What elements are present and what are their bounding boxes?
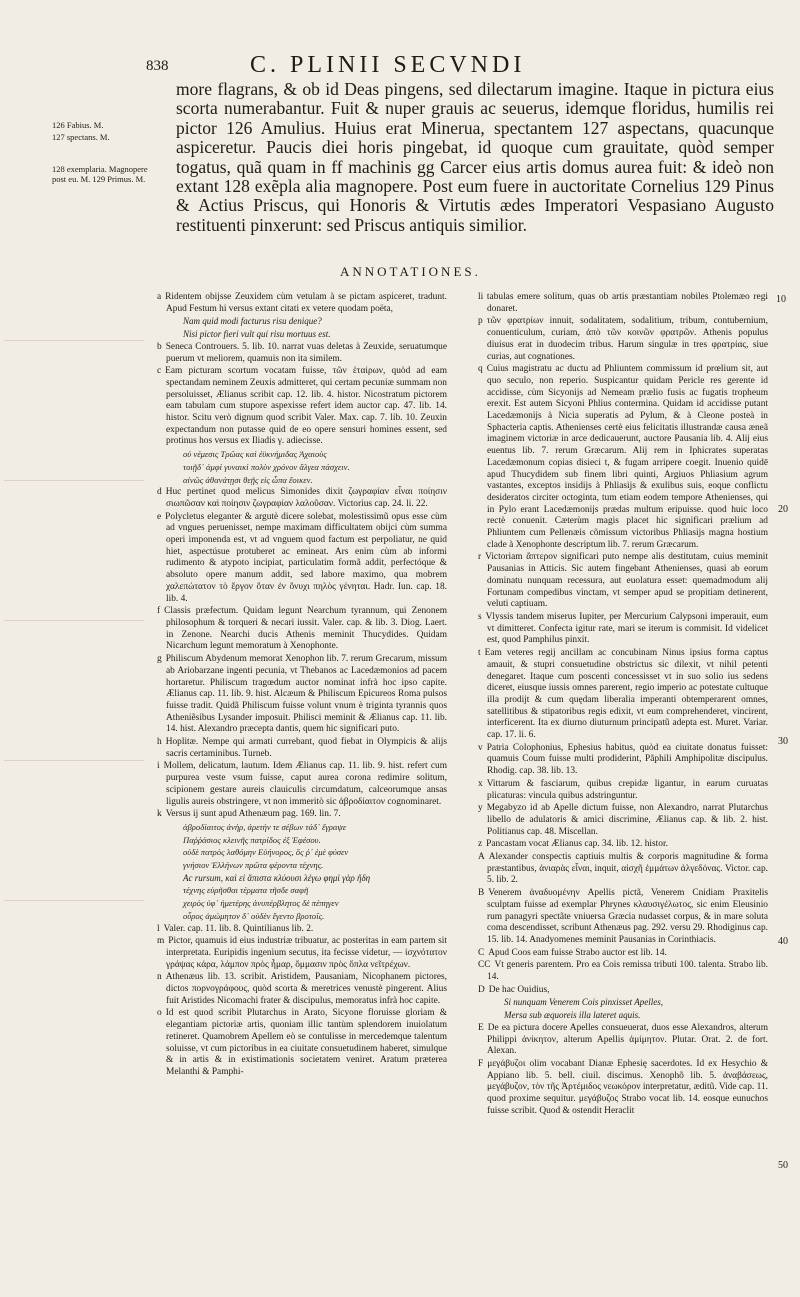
annotation-greek-verse: οὖρος ἀμώμητον δ᾽ οὐδὲν ἔγεντο βροτοῖς. [183,910,325,921]
annotation-text: Vt generis parentem. Pro ea Cois remissa tributi 100. talenta. Strabo lib. 14. [487,960,768,983]
annotation-key: E [478,1022,484,1033]
annotation-verse: Mersa sub æquoreis illa lateret aquis. [504,1010,641,1021]
annotation-note [157,487,447,510]
annotation-note [478,1023,768,1058]
annotation-verse: Nam quid modi facturus risu denique? [183,316,322,327]
running-head: C. PLINII SECVNDI [250,52,526,78]
annotation-text: De hac Ouidius, [488,984,550,995]
annotation-text: Victoriam ἄπτερον significari puto nempe alis destitutam, cuius meminit Pausanias in Atticis. Sic autem fingebant Athenienses, quasi ab eorum dominatu nunquam recessura, aut euolatura esset: quemadmodum alij Fortunam compedibus vinctam, vt semper apud se propitiam detinerent, veluti captiuam. [485,552,768,610]
annotation-key: CC [478,960,491,971]
show-through-line [4,340,144,341]
annotation-text: Apud Coos eam fuisse Strabo auctor est lib. 14. [488,947,667,958]
main-paragraph: more flagrans, & ob id Deas pingens, sed dilectarum imagine. Itaque in pictura eius scorta numerabantur. Fuit & nuper grauis ac seuerus, idemque floridus, humilis rei pictor 126 Amulius. Huius erat Minerua, spectantem 127 aspectans, quacunque aspiceretur. Paucis diei horis pingebat, id quoque cum grauitate, quòd semper togatus, quã quam in ff machinis gg Carcer eius artis domus aurea fuit: & ideò non extant 128 exẽpla alia magnopere. Post eum fuere in auctoritate Cornelius 129 Pinus & Actius Priscus, qui Honoris & Virtutis ædes Imperatori Vespasiano Augusto restituenti pinxerunt: sed Priscus antiquis similior. [176,79,774,235]
annotation-key: z [478,839,483,850]
annotation-note [157,606,447,653]
show-through-line [4,760,144,761]
annotation-greek-verse: τέχνης εὑρῆσθαι τέρματα τῆσδε σαφῆ [183,885,309,896]
annotations-right-column [478,292,768,1119]
annotation-note [157,512,447,606]
annotation-text: τῶν φρατρίων innuit, sodalitatem, sodalitium, tribum, contubernium, conuenticulum, curiam, ἀπὸ τῶν κοινῶν φρατρῶν. Athenis populus diuisus erat in duodecim tribus. Harum singulæ in tres φρατρίας, siue curias, aut cognationes. [486,316,768,362]
show-through-line [4,480,144,481]
margin-notes [52,120,158,206]
annotation-key: i [157,761,160,772]
annotation-key: t [478,648,481,659]
annotation-note [157,936,447,971]
annotation-note [478,612,768,647]
annotation-note [157,1008,447,1078]
annotation-greek-verse: Παῤῥάσιος κλεινῆς πατρίδος ἐξ Ἐφέσου. [183,834,321,845]
annotation-greek-verse: τοιῇδ᾽ ἀμφὶ γυναικὶ πολὺν χρόνον ἄλγεα πάσχειν. [183,461,350,472]
annotation-note [478,552,768,611]
annotation-key: n [157,972,162,983]
annotation-text: Id est quod scribit Plutarchus in Arato, Sicyone floruisse gloriam & elegantiam pictoriæ artis, quoniam illic tantùm splendorem inuiolatum retineret. Quamobrem Apellem eò se contulisse in mercedemque talentum soluisse, vt cum pictoribus in ea ciuitate consuetudinem haberet, simulque & in artis & in existimationis societatem veniret. Aratum præterea Melanthi & Pamphi- [165,1008,447,1077]
annotation-key: v [478,742,483,753]
annotation-note [157,809,447,821]
annotation-text: Mollem, delicatum, lautum. Idem Ælianus cap. 11. lib. 9. hist. refert cum purpurea veste vsum fuisse, caput aurea corona redimire solitum, scipionem gestare aureis clauiculis circumdatum, calceorumque ansas ligulis aureis obstringere, vt non immeritò sic ἁβροδίαιτον cognominaret. [163,761,447,807]
annotation-note [157,761,447,808]
annotation-key: a [157,292,162,302]
page-number: 838 [146,58,169,74]
annotation-note [478,743,768,778]
annotation-key: h [157,737,162,748]
annotation-note [157,924,447,936]
annotation-key: b [157,341,162,352]
line-number: 20 [778,504,788,515]
annotation-key: g [157,654,162,665]
annotation-note [478,948,768,960]
annotation-note [157,342,447,365]
annotation-note [478,648,768,742]
annotation-note [478,316,768,363]
annotations-left-column [157,292,447,1080]
annotation-key: F [478,1059,484,1069]
annotation-text: Pictor, quamuis id eius industriæ tribuatur, ac posteritas in eam partem sit interpretata. Euripidis ingenium secutus, ita fecisse videtur, — ἰσχνότατον γράψας κάρα, λάμπον πρὸς ἧμαρ, ὄμμασιν πρὸς ὅπλα νεῖτρέχων. [166,936,447,970]
annotation-key: y [478,803,483,814]
annotation-key: d [157,487,162,498]
annotation-note [157,366,447,448]
annotation-note [478,888,768,947]
annotation-note [478,779,768,802]
annotation-note [478,985,768,997]
annotation-note [157,292,447,315]
annotation-key: r [478,552,482,563]
annotation-note [157,972,447,1007]
annotation-text: Pancastam vocat Ælianus cap. 34. lib. 12. histor. [486,839,668,850]
annotation-key: e [157,511,162,522]
line-number: 30 [778,736,788,747]
annotation-text: De ea pictura docere Apelles consueuerat, duos esse Alexandros, alterum Philippi ἀνίκητον, alterum Apellis ἀμίμητον. Plutar. Orat. 2. de fort. Alexan. [487,1022,768,1057]
margin-note: 128 exemplaria. Magnopere post eu. M. 129 Primus. M. [52,164,148,184]
annotation-text: Classis præfectum. Quidam legunt Nearchum tyrannum, qui Zenonem philosophum & torqueri & necari iussit. Valer. cap. & lib. 3. Diog. Laert. in Zenone. Nearchi ducis Athenis meminit Thucydides. Quidam Nicarchum legunt memoratum à Xenophonte. [164,606,447,652]
annotation-key: x [478,778,483,789]
annotation-text: Cuius magistratu ac ductu ad Phliuntem commissum id prœlium sit, aut quo seculo, non reperio. Suspicantur quidam Pericle res gerente id accidisse, cùm Sicyonijs ad Nemeam prælio fusis ac fugatis tropheum erexit. Est autem Sicyoni Phlius contermina. Quidam id accidisse putant Lacedæmonijs à Nicia superatis ad Pylum, & à Cleone posteà in Sphacteria captis. Athenienses certè eius felicitatis illustrandæ causa æneã imaginem victoriæ in arce dedicauerunt, auctore Pausania lib. 4. Alij eius euentus lib. 7. rerum Græcarum. Alij rem in Iphicrates superatas Lacedæmonum copias disieci t, & fugam arripere coegit. Inuenio quidē apud Thucydidem sub finem libri quinti, Argiuos Phliasium agrum vastantes, exceptos insidijs à Phliasijs & exulibus suis, eoque conflictu desideratos circiter octoginta, tum etiam eodem tempore Athenienses, qui in Pylo erant Lacedæmonijs prædas multum eripuisse. quod huic loco rectè conuenit. Cæterùm magis placet hic significari prælium ad Phliuntem cum Pellenæis cõmissum victoribus Phliasijs magna hostium clade à Xenophonte descriptum lib. 7. rerum Græcarum. [486,364,768,550]
annotation-note [478,839,768,851]
annotation-text: Eam veteres regij ancillam ac concubinam Ninus ipsius forma captus amauit, & stupri consuetudine obstrictus sic dilexit, vt nihil petenti denegaret. Itaque cum poscenti concessisset vt in suo solio ius sedens diceret, eiusque iussis omnes parerent, regio imperio ac potestate cultuque illa prodijt & cum quędam liberalia imperanti obtemperarent omnes, satellitibus & stipatoribus regis edixit, vt eum comprehenderet, vincirent, interficerent. Ita ex diurno diuturnum principatũ adepta est. Muret. Variar. cap. 17. li. 6. [484,648,768,741]
annotation-text: Eam picturam scortum vocatam fuisse, τῶν ἑταίρων, quòd ad eam spectandam neminem Zeuxis admitteret, qui certam pecuniæ summam non persoluisset, Ælianus scribit cap. 12. lib. 4. histor. Nicostratum pictorem eam tabulam cum stupore aspexisse refert idem auctor cap. 47. lib. 14. histor. Scitu verò dignum quod scribit Valer. Max. cap. 7. lib. 10. Zeuxin expectandum non putasse quid de eo opere sensuri homines essent, sed protinus hos versus ex Iliadis γ. adiecisse. [165,366,447,447]
annotation-text: Alexander conspectis captiuis multis & corporis magnitudine & forma præstantibus, ἀνιαρὰς εἶναι, inquit, αἰσχῆ ἐμμάτων ἀλγεδόνας. Victor. cap. 5. lib. 2. [487,852,768,886]
annotation-key: q [478,364,483,375]
annotation-key: D [478,984,485,995]
annotations-heading: ANNOTATIONES. [340,264,481,279]
annotation-key: p [478,316,483,327]
annotation-text: li tabulas emere solitum, quas ob artis præstantiam nobiles Ptolemæo regi donaret. [478,292,768,314]
annotation-verse: Ac rursum, καὶ εἰ ἄπιστα κλύουσι λέγω φημὶ γὰρ ἤδη [183,872,371,883]
annotation-greek-verse: οὐδὲ πατρὸς λαθόμην Εὐήνορος, ὅς ῥ᾽ ἐμὲ φύσεν [183,847,349,858]
annotation-key: m [157,936,165,947]
annotation-text: Polycletus eleganter & argutè dicere solebat, molestissimũ opus esse cùm ad vngues peruenisset, nempe maximam difficultatem obijci cùm summa operi imponenda est, vt ad vnguem quod factum est perpoliatur, ne quid hiet, aspectúsue protuberet ac emineat. Ars enim cùm ab informi rudimento & atypoto incipiat, particulatim formã addit, perfectóque & absoluto opere manum addit, sed labore maximo, qua mobrem χαλεπώτατον τὸ ἔργον ὅταν ἐν ὄνυχι πηλὸς γένηται. Hadr. Iun. cap. 18. lib. 4. [165,511,447,604]
annotation-key: B [478,888,485,899]
annotation-greek-verse: ἁβροδίαιτος ἀνὴρ, ἀρετὴν τε σέβων τάδ᾽ ἔγραψε [183,821,347,832]
annotation-note [478,1059,768,1118]
line-number: 10 [776,294,786,305]
annotation-greek-verse: οὐ νέμεσις Τρῶας καὶ ἐϋκνήμιδας Ἀχαιοὺς [183,449,327,460]
annotation-text: Patria Colophonius, Ephesius habitus, quòd ea ciuitate donatus fuisset: quamuis Coum fuisse multi prodiderint, Pãphili Amphipolitæ discipulus. Rhodig. cap. 38. lib. 13. [486,742,768,777]
annotation-note [478,960,768,983]
annotation-text: Hoplitæ. Nempe qui armati currebant, quod fiebat in Olympicis & alijs sacris certaminibus. Turneb. [165,737,447,759]
annotation-text: Venerem ἀναδυομένην Apellis pictã, Venerem Cnidiam Praxitelis sculptam fuisse ad exemplar Phrynes κλαυσιγέλωτος, sic enim Eleusinio rum panagyri spectãte vniuersa Græcia nudasset corpus, & in mare soluta coma descendisset, scribunt Athenæus pag. 292. versu 29. Rhodiginus cap. 15. lib. 14. Anadyomenes meminit Pausanias in Corinthiacis. [487,888,768,945]
annotation-text: Versus ij sunt apud Athenæum pag. 169. lin. 7. [165,809,341,820]
annotation-key: C [478,947,485,958]
main-text [176,80,774,235]
annotation-key: l [157,923,160,934]
margin-note: 127 spectans. M. [52,132,110,142]
line-number: 40 [778,936,788,947]
show-through-line [4,900,144,901]
annotation-text: Philiscum Abydenum memorat Xenophon lib. 7. rerum Grecarum, missum ab Ariobarzane ingenti pecunia, vt Thebanos ac Lacedæmonios ad pacem hortaretur. Philiscum tragœdum auctor nominat infrà hoc ipso capite. Ælianus cap. 11. lib. 9. hist. Alcæum & Philiscum Epicureos Roma pulsos fuisse tradit. Quidã Philiscum fuisse volunt vnum è triginta tyrannis quos Atheniẽsibus Lysander imposuit. Philisci meminit & Ælianus cap. 11. lib. 14. hist. Alexandro præcepta dantis, quem hic significari puto. [165,654,447,735]
annotation-key: k [157,809,162,820]
annotation-key: A [478,852,485,863]
annotation-key: s [478,611,482,622]
annotation-note [157,654,447,736]
annotation-greek-verse: αἰνῶς ἀθανάτῃσι θεῇς εἰς ὦπα ἔοικεν. [183,474,313,485]
annotation-text: Ridentem obijsse Zeuxidem cùm vetulam à se pictam aspiceret, tradunt. Apud Festum hi versus extant citati ex vetere quodam poëta, [165,292,447,314]
annotation-note [478,364,768,551]
annotation-text: μεγάβυζοι olim vocabant Dianæ Ephesię sacerdotes. Id ex Hesychio & Appiano lib. 5. bell. ciuil. discimus. Xenophõ lib. 5. ἀναβάσεως, μεγάβυζον, τὸν τῆς Ἀρτέμιδος νεωκόρον interpretatur, æditũ. Vide cap. 11. quod proxime sequitur. μεγάβυζος Strabo vocat lib. 14. eosque eunuchos fuisse scribit. Quod & ostendit Heraclit [487,1059,768,1116]
annotation-verse: Si nunquam Venerem Cois pinxisset Apelles, [504,997,663,1008]
annotation-note [478,852,768,887]
line-number: 50 [778,1160,788,1171]
annotation-note [157,737,447,760]
annotation-text: Megabyzo id ab Apelle dictum fuisse, non Alexandro, narrat Plutarchus libello de adulatoris & amici discrimine, Ælianus cap. & lib. 2. hist. Politianus cap. 48. Miscellan. [486,803,768,837]
annotation-key: c [157,366,162,377]
annotation-greek-verse: χειρὸς ὑφ᾽ ἡμετέρης ἀνυπέρβλητος δὲ πέπηγεν [183,898,339,909]
annotation-text: Seneca Controuers. 5. lib. 10. narrat vuas deletas à Zeuxide, seruatumque puerum vt meliorem, quamuis non ita similem. [165,341,447,364]
annotation-verse: Nisi pictor fieri vult qui risu mortuus est. [183,329,331,340]
annotation-key: o [157,1008,162,1019]
annotation-note [478,292,768,315]
annotation-greek-verse: γνήσιον Ἑλλήνων πρῶτα φέροντα τέχνης. [183,860,324,871]
margin-note: 126 Fabius. M. [52,120,104,130]
annotation-text: Vlyssis tandem miserus Iupiter, per Mercurium Calypsoni imperauit, eum vt dimitteret. Confecta igitur rate, mari se iterum is commisit. Id videlicet est, quod Pamphilus pinxit. [485,611,768,646]
annotation-text: Athenæus lib. 13. scribit. Aristidem, Pausaniam, Nicophanem pictores, dictos πορνογράφους, quòd scorta & meretrices venustè pingerent. Alius fuit Aristides Nicomachi frater & discipulus, memoratus infrà hoc capite. [165,972,447,1006]
annotation-text: Vittarum & fasciarum, quibus crepidæ ligantur, in earum curuatas plicaturas: vincula quibus adstringuntur. [486,778,768,801]
annotation-text: Valer. cap. 11. lib. 8. Quintilianus lib. 2. [163,923,314,934]
annotation-text: Huc pertinet quod melicus Simonides dixit ζωγραφίαν εἶναι ποίησιν σιωπῶσαν καὶ ποίησιν ζωγραφίαν λαλοῦσαν. Victorius cap. 24. li. 22. [165,487,447,509]
annotation-key: f [157,606,161,617]
annotation-note [478,803,768,838]
show-through-line [4,620,144,621]
